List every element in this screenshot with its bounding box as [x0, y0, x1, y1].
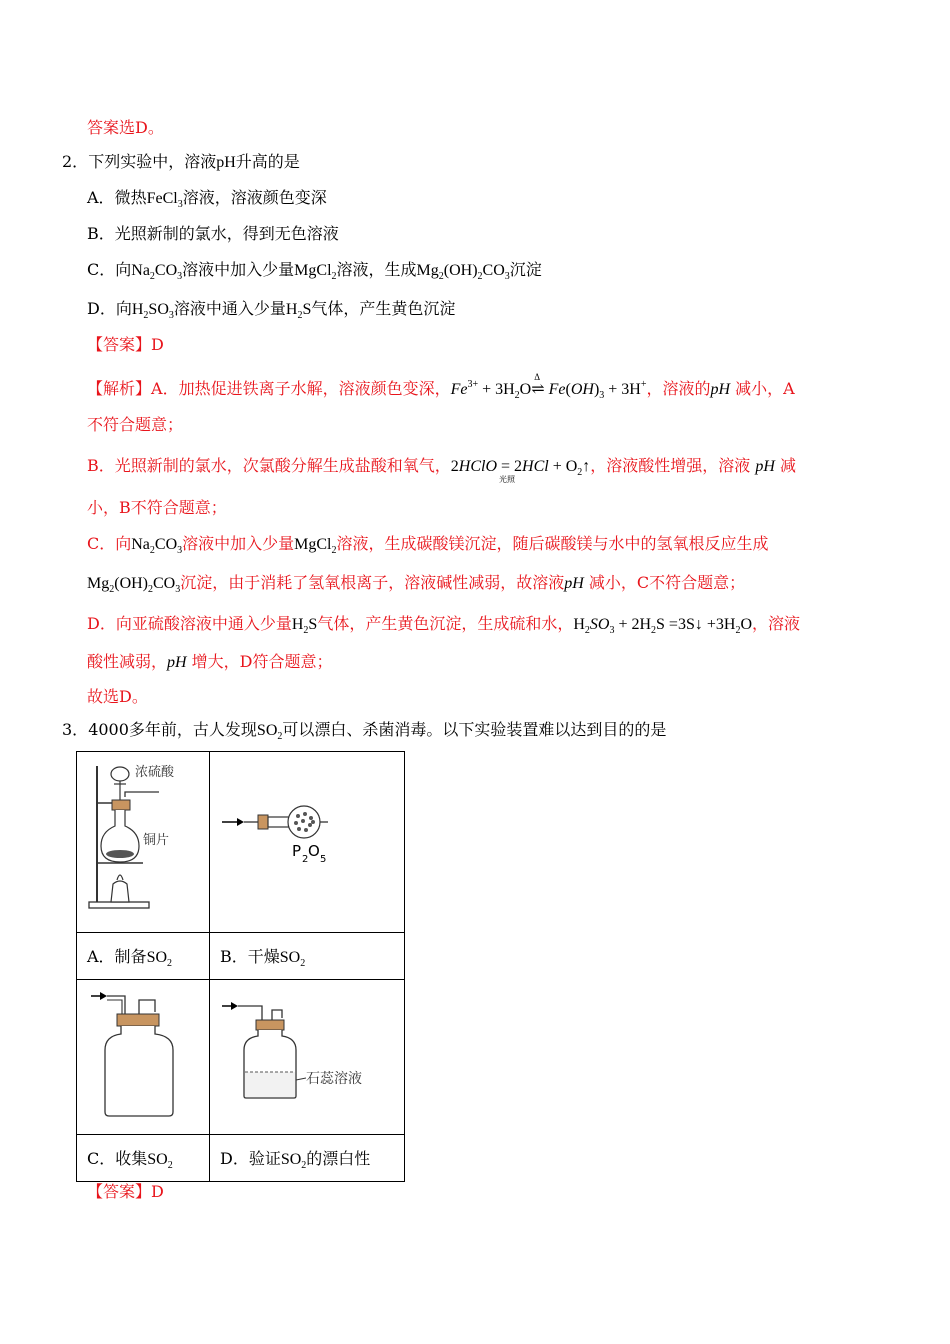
svg-text:O: O	[308, 842, 320, 860]
svg-text:2: 2	[302, 854, 309, 865]
q2-option-a: A．微热FeCl$_3$溶液，溶液颜色变深	[87, 188, 327, 210]
q2-option-d: D．向$H_2SO_3$溶液中通入少量$H_2S$气体，产生黄色沉淀	[87, 299, 456, 321]
figure-d-litmus-bottle	[210, 980, 405, 1135]
label-conc-sulfuric-acid: 浓硫酸	[135, 765, 175, 780]
q2-option-c: C．向$Na_2CO_3$溶液中加入少量MgCl$_2$溶液，生成$Mg_2(OH)_2CO_3$沉淀	[87, 260, 542, 282]
q2-analysis-d-cont: 酸性减弱，pH 增大，D符合题意；	[87, 652, 333, 671]
q2-analysis-a: 【解析】A．加热促进铁离子水解，溶液颜色变深，$Fe^{3+}$ + $3H_2O\rightleftharpoons$ Δ $Fe(OH)_3 + 3H^+$，溶液的pH 减小，A	[87, 372, 795, 401]
q2-analysis-c-cont: $Mg_2(OH)_2CO_3$沉淀，由于消耗了氢氧根离子，溶液碱性减弱，故溶液pH 减小，C不符合题意；	[87, 573, 746, 595]
q2-option-b: B．光照新制的氯水，得到无色溶液	[87, 224, 339, 243]
q2-analysis-c: C．向$Na_2CO_3$溶液中加入少量MgCl$_2$溶液，生成碳酸镁沉淀，随后碳酸镁与水中的氢氧根反应生成	[87, 534, 769, 556]
caption-c: C．收集$SO_2$	[77, 1135, 210, 1182]
q2-analysis-b-cont: 小，B不符合题意；	[87, 498, 227, 517]
caption-d: D．验证$SO_2$的漂白性	[210, 1135, 405, 1182]
q2-conclusion: 故选D。	[87, 687, 148, 706]
figure-b-drying-tube	[210, 752, 405, 933]
label-litmus: 石蕊溶液	[306, 1071, 362, 1087]
caption-a: A．制备$SO_2$	[77, 933, 210, 980]
q2-analysis-b: B．光照新制的氯水，次氯酸分解生成盐酸和氧气，2HClO = 光照 $2HCl + O_2↑$，溶液酸性增强，溶液 pH 减	[87, 456, 797, 484]
caption-b: B．干燥$SO_2$	[210, 933, 405, 980]
svg-text:5: 5	[320, 854, 327, 865]
q2-analysis-d: D．向亚硫酸溶液中通入少量$H_2S$气体，产生黄色沉淀，生成硫和水，$H_2SO_3 + 2H_2S$ =3S↓ $+3H_2O$，溶液	[87, 614, 801, 636]
svg-text:P: P	[292, 842, 302, 860]
q2-analysis-a-cont: 不符合题意；	[87, 415, 184, 434]
label-copper: 铜片	[143, 833, 170, 848]
q1-conclusion: 答案选D。	[87, 118, 164, 137]
q2-answer: 【答案】D	[87, 335, 164, 354]
q2-number: 2．	[62, 152, 89, 171]
figure-c-collection-bottle	[77, 980, 210, 1135]
q3-answer: 【答案】D	[87, 1182, 164, 1201]
q3-stem: 3．4000多年前，古人发现$SO_2$可以漂白、杀菌消毒。以下实验装置难以达到目的的是	[62, 720, 667, 742]
ph-symbol: pH	[216, 154, 236, 171]
q2-stem: 2．下列实验中，溶液pH升高的是	[62, 152, 300, 171]
figure-a-generator	[77, 752, 210, 933]
apparatus-table	[76, 751, 405, 1182]
